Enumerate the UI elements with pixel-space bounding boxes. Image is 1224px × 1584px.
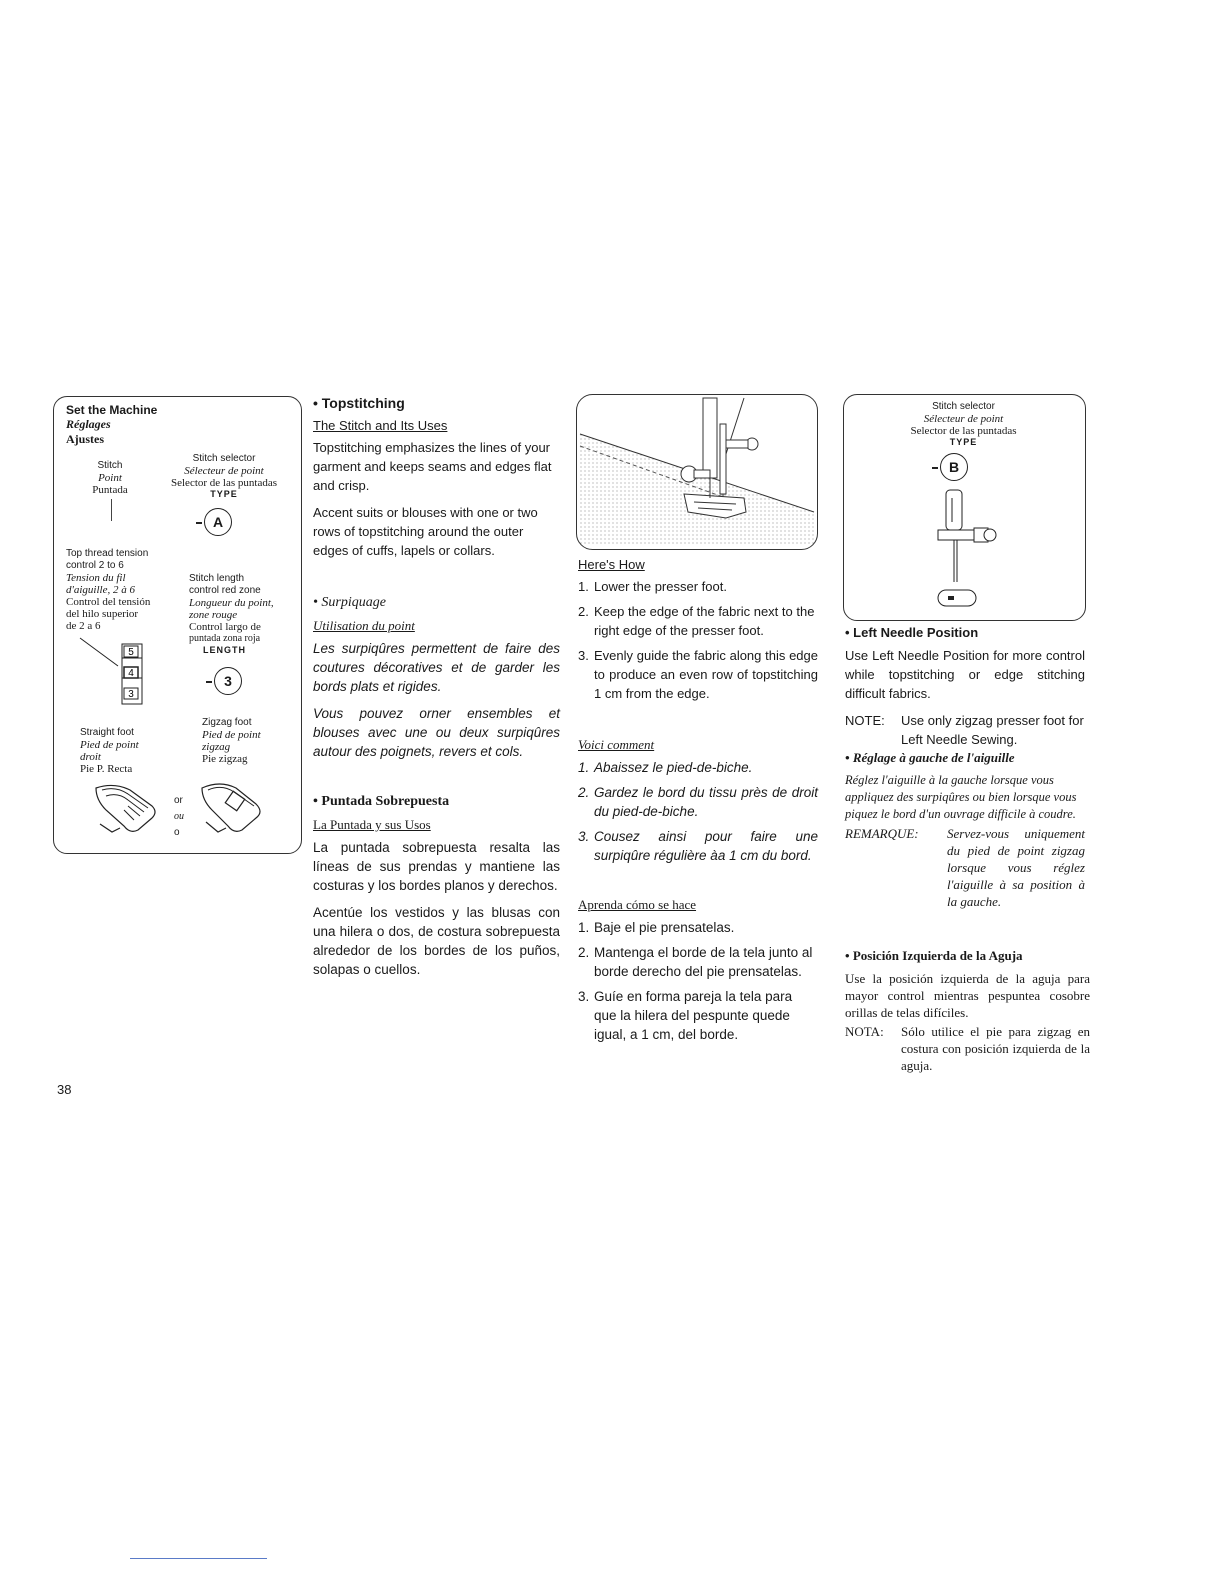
stitch-type-dial-a (204, 508, 232, 536)
or-connector (174, 793, 184, 841)
footer-rule (130, 1558, 267, 1559)
topstitching-sub-en: The Stitch and Its Uses (313, 418, 448, 433)
note-label: NOTA: (845, 1024, 884, 1039)
left-needle-p1: Use Left Needle Position for more control while topstitching or edge stitching difficult fabrics. (845, 648, 1085, 701)
step-text: Abaissez le pied-de-biche. (594, 760, 753, 775)
dial-b-tick (932, 467, 938, 469)
step-text: Lower the presser foot. (594, 579, 727, 594)
step-number: 3. (578, 829, 590, 844)
posicion-note (845, 1023, 1090, 1074)
tension-es-3: de 2 a 6 (66, 620, 101, 632)
title-fr: Réglages (66, 417, 111, 431)
heres-how-sub: Here's How (578, 557, 645, 572)
aprenda-column (578, 896, 818, 1050)
topstitching-p2-en: Accent suits or blouses with one or two rows of topstitching around the outer edges of cuffs, lapels or collars. (313, 505, 538, 558)
puntada-heading: • Puntada Sobrepuesta (313, 794, 450, 809)
how-fr-step (578, 783, 818, 821)
voici-comment-sub: Voici comment (578, 737, 655, 752)
length-type-label: LENGTH (203, 645, 246, 655)
reglage-note (845, 825, 1085, 910)
step-text: Keep the edge of the fabric next to the right edge of the presser foot. (594, 604, 815, 638)
surpiquage-p2: Vous pouvez orner ensembles et blouses avec une ou deux surpiqûres autour des poignets, revers et cols. (313, 706, 560, 759)
length-en-2: control red zone (189, 585, 261, 596)
topstitching-heading-text: Topstitching (321, 395, 405, 411)
title-es: Ajustes (66, 432, 104, 446)
puntada-heading-text: Puntada Sobrepuesta (321, 794, 450, 809)
dial-a-value: A (212, 514, 224, 530)
straight-foot-label (80, 727, 160, 775)
voici-comment-steps (578, 758, 818, 865)
zigzag-foot-label (202, 717, 282, 765)
left-needle-heading: • Left Needle Position (845, 625, 979, 640)
step-text: Cousez ainsi pour faire une surpiqûre régulière àa 1 cm du bord. (594, 829, 818, 863)
step-text: Evenly guide the fabric along this edge to produce an even row of topstitching 1 cm from the edge. (594, 648, 818, 701)
note-label: REMARQUE: (845, 826, 919, 841)
selector-b-fr: Sélecteur de point (923, 413, 1004, 425)
stitch-label-es: Puntada (92, 484, 128, 496)
dial-length-value: 3 (224, 673, 232, 689)
surpiquage-sub: Utilisation du point (313, 618, 415, 633)
note-label: NOTE: (845, 713, 885, 728)
topstitching-heading: • Topstitching (313, 395, 405, 411)
step-number: 2. (578, 785, 590, 800)
title-en: Set the Machine (66, 403, 158, 417)
tension-dial-3: 3 (128, 689, 134, 700)
step-number: 1. (578, 760, 590, 775)
reglage-heading-text: Réglage à gauche de l'aiguille (852, 750, 1015, 765)
length-en-1: Stitch length (189, 573, 245, 584)
page-number: 38 (57, 1082, 72, 1097)
surpiquage-p1: Les surpiqûres permettent de faire des coutures décoratives et de garder les bords plats et rigides. (313, 641, 560, 694)
selector-fr: Sélecteur de point (184, 465, 264, 477)
stitch-type-dial-b (940, 453, 968, 481)
straight-foot-illustration (94, 780, 160, 836)
selector-b-en: Stitch selector (932, 401, 995, 412)
surpiquage-column (313, 595, 560, 769)
step-text: Guíe en forma pareja la tela para que la hilera del pespunte quede igual, a 1 cm, del borde. (594, 989, 793, 1042)
tension-dial-4: 4 (128, 668, 134, 679)
selector-b-label (843, 401, 1084, 447)
tension-es-2: del hilo superior (66, 608, 139, 620)
how-en-step (578, 602, 818, 640)
step-text: Mantenga el borde de la tela junto al borde derecho del pie prensatelas. (594, 945, 813, 979)
tension-dial-5: 5 (128, 647, 134, 658)
note-text: Servez-vous uniquement du pied de point zigzag lorsque vous réglez l'aiguille à sa position à la gauche. (947, 826, 1085, 909)
how-fr-step (578, 758, 818, 777)
length-es-1: Control largo de (189, 621, 261, 633)
step-text: Baje el pie prensatelas. (594, 920, 735, 935)
how-fr-step (578, 827, 818, 865)
puntada-p2: Acentúe los vestidos y las blusas con una hilera o dos, de costura sobrepuesta alrededor de los bordes de los puños, solapas o cuellos. (313, 905, 560, 977)
topstitching-p1-en: Topstitching emphasizes the lines of your garment and keeps seams and edges flat and crisp. (313, 440, 552, 493)
puntada-column (313, 794, 560, 987)
how-en-step (578, 646, 818, 703)
surpiquage-heading: • Surpiquage (313, 595, 386, 610)
left-needle-heading-text: Left Needle Position (853, 625, 979, 640)
topstitching-column (313, 395, 560, 568)
how-es-step (578, 987, 818, 1044)
reglage-heading: • Réglage à gauche de l'aiguille (845, 750, 1015, 765)
tension-label (66, 548, 178, 632)
how-es-step (578, 918, 818, 937)
step-number: 2. (578, 945, 590, 960)
aprenda-sub: Aprenda cómo se hace (578, 897, 697, 912)
dial-b-value: B (948, 459, 960, 475)
length-label (189, 573, 289, 655)
tension-es-1: Control del tensión (66, 596, 151, 608)
how-es-step (578, 943, 818, 981)
step-text: Gardez le bord du tissu près de droit du pied-de-biche. (594, 785, 818, 819)
zigzag-foot-en: Zigzag foot (202, 717, 252, 728)
presser-foot-illustration (576, 394, 818, 550)
length-es-2: puntada zona roja (189, 633, 261, 644)
posicion-p1: Use la posición izquierda de la aguja para mayor control mientras pespuntea cosobre orillas de telas difíciles. (845, 971, 1090, 1020)
left-needle-en-column (845, 625, 1085, 749)
step-number: 3. (578, 648, 589, 663)
note-text: Use only zigzag presser foot for Left Needle Sewing. (901, 713, 1084, 747)
dial-length-tick (206, 681, 212, 683)
selector-b-es: Selector de las puntadas (910, 425, 1017, 437)
zigzag-foot-illustration (198, 776, 264, 836)
puntada-sub: La Puntada y sus Usos (313, 817, 431, 832)
stitch-label-en: Stitch (97, 460, 123, 471)
straight-foot-fr-1: Pied de point (80, 739, 139, 751)
stitch-label-fr: Point (98, 472, 122, 484)
tension-fr-1: Tension du fil (66, 572, 126, 584)
step-number: 1. (578, 920, 590, 935)
tension-fr-2: d'aiguille, 2 à 6 (66, 584, 135, 596)
posicion-heading-text: Posición Izquierda de la Aguja (852, 948, 1023, 963)
step-number: 3. (578, 989, 590, 1004)
or-es: o (174, 827, 180, 838)
or-en: or (174, 795, 183, 806)
puntada-p1: La puntada sobrepuesta resalta las líneas de sus prendas y mantiene las costuras y los bordes planos y derechos. (313, 840, 560, 893)
straight-foot-fr-2: droit (80, 751, 101, 763)
stitch-connector-line (111, 499, 112, 521)
left-needle-es-column (845, 948, 1090, 1074)
dial-a-tick (196, 522, 202, 524)
stitch-length-dial (214, 667, 242, 695)
how-en-step (578, 577, 818, 596)
zigzag-foot-es: Pie zigzag (202, 753, 248, 765)
step-number: 1. (578, 579, 589, 594)
heres-how-steps (578, 577, 818, 703)
aprenda-steps (578, 918, 818, 1044)
voici-comment-column (578, 736, 818, 871)
note-text: Sólo utilice el pie para zigzag en costura con posición izquierda de la aguja. (901, 1024, 1090, 1073)
set-machine-title (66, 403, 157, 447)
selector-es: Selector de las puntadas (171, 477, 277, 489)
zigzag-foot-fr-2: zigzag (202, 741, 231, 753)
zigzag-foot-fr-1: Pied de point (202, 729, 261, 741)
surpiquage-heading-text: Surpiquage (321, 595, 386, 610)
stitch-label (88, 460, 132, 496)
stitch-selector-a-label (162, 453, 286, 499)
length-fr-1: Longueur du point, (189, 597, 274, 609)
heres-how-column (578, 556, 818, 709)
length-fr-2: zone rouge (189, 609, 238, 621)
selector-en: Stitch selector (192, 453, 256, 464)
left-needle-illustration (924, 488, 1004, 612)
or-fr: ou (174, 811, 184, 822)
left-needle-fr-column (845, 750, 1085, 910)
selector-b-type: TYPE (949, 437, 978, 447)
posicion-heading: • Posición Izquierda de la Aguja (845, 948, 1023, 963)
tension-dial-illustration (78, 636, 150, 708)
left-needle-note (845, 711, 1085, 749)
step-number: 2. (578, 604, 589, 619)
straight-foot-es: Pie P. Recta (80, 763, 133, 775)
tension-en-2: control 2 to 6 (66, 560, 124, 571)
tension-en-1: Top thread tension (66, 548, 149, 559)
type-label: TYPE (210, 489, 238, 499)
reglage-p1: Réglez l'aiguille à la gauche lorsque vous appliquez des surpiqûres ou bien lorsque vous piquez le bord d'un ouvrage difficile à coudre. (845, 773, 1077, 821)
straight-foot-en: Straight foot (80, 727, 134, 738)
